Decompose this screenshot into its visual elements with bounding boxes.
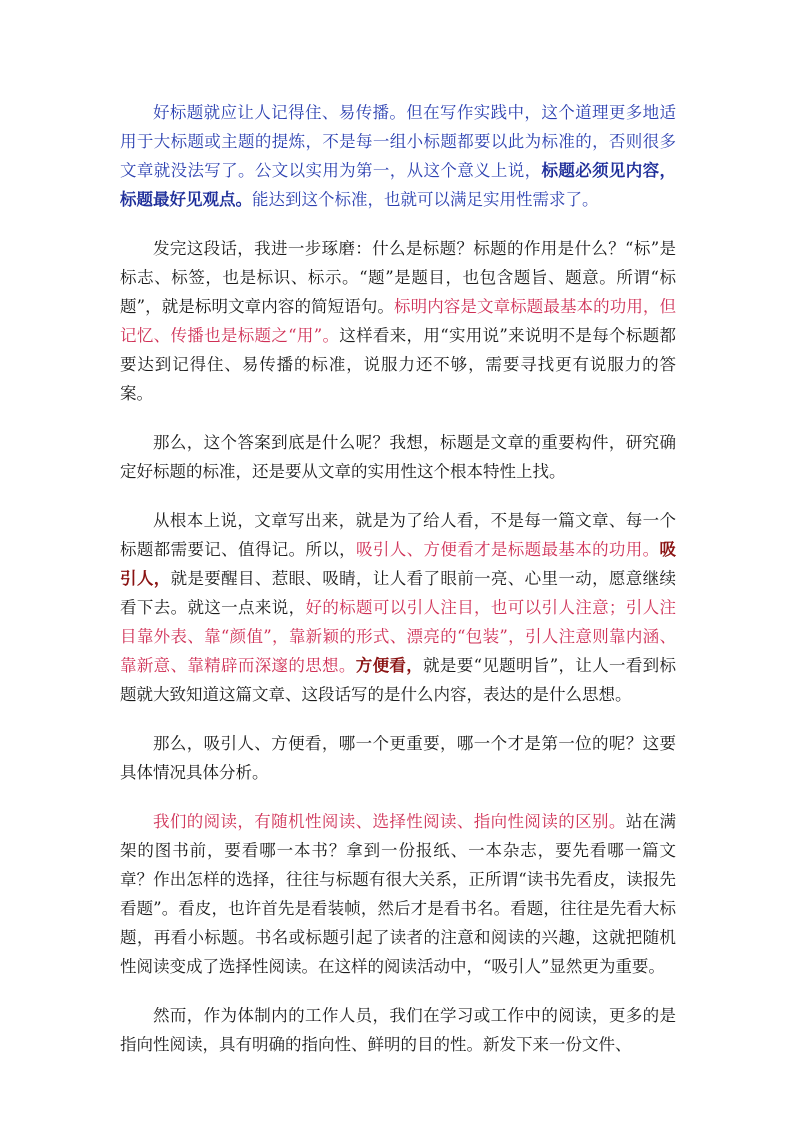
paragraph-2 xyxy=(120,234,676,408)
highlight-text: 吸引人、方便看才是标题最基本的功用。 xyxy=(356,540,660,559)
text-segment: 发完这段话，我进一步琢磨：什么是标题？标题的作用是什么？“标”是标志、标签，也是标识、标示。“题”是题目，也包含题旨、题意。所谓“标题”，就是标明文章内容的简短语句。 xyxy=(120,239,676,316)
text-segment: 从根本上说，文章写出来，就是为了给人看，不是每一篇文章、每一个标题都需要记、值得记。所以， xyxy=(120,511,676,559)
paragraph-7 xyxy=(120,1001,676,1059)
text-segment: 那么，这个答案到底是什么呢？我想，标题是文章的重要构件，研究确定好标题的标准，还是要从文章的实用性这个根本特性上找。 xyxy=(120,433,676,481)
text-segment: 站在满架的图书前，要看哪一本书？拿到一份报纸、一本杂志，要先看哪一篇文章？作出怎样的选择，往往与标题有很大关系，正所谓“读书先看皮，读报先看题”。看皮，也许首先是看装帧，然后才是看书名。看题，往往是先看大标题，再看小标题。书名或标题引起了读者的注意和阅读的兴趣，这就把随机性阅读变成了选择性阅读。在这样的阅读活动中，“吸引人”显然更为重要。 xyxy=(120,812,677,976)
highlight-text: 我们的阅读，有随机性阅读、选择性阅读、指向性阅读的区别。 xyxy=(153,812,626,831)
text-segment: 能达到这个标准，也就可以满足实用性需求了。 xyxy=(252,190,599,209)
text-segment: 然而，作为体制内的工作人员，我们在学习或工作中的阅读，更多的是指向性阅读，具有明确的指向性、鲜明的目的性。新发下来一份文件、 xyxy=(120,1006,676,1054)
text-segment: 这样看来，用“实用说”来说明不是每个标题都要达到记得住、易传播的标准，说服力还不够，需要寻找更有说服力的答案。 xyxy=(120,326,676,403)
text-segment: 那么，吸引人、方便看，哪一个更重要，哪一个才是第一位的呢？这要具体情况具体分析。 xyxy=(120,734,676,782)
paragraph-3 xyxy=(120,428,676,486)
document-page xyxy=(120,98,676,1079)
emphasis-text: 标题必须见内容，标题最好见观点。 xyxy=(120,161,676,209)
paragraph-5 xyxy=(120,729,676,787)
paragraph-4 xyxy=(120,506,676,709)
text-segment: 就是要醒目、惹眼、吸睛，让人看了眼前一亮、心里一动，愿意继续看下去。就这一点来说， xyxy=(120,569,676,617)
paragraph-6 xyxy=(120,807,676,981)
highlight-text: 标明内容是文章标题最基本的功用，但记忆、传播也是标题之“用”。 xyxy=(120,297,677,345)
text-segment: 就是要“见题明旨”，让人一看到标题就大致知道这篇文章、这段话写的是什么内容，表达的是什么思想。 xyxy=(120,656,677,704)
paragraph-1 xyxy=(120,98,676,214)
emphasis-text: 吸引人， xyxy=(120,540,676,588)
emphasis-text: 方便看， xyxy=(355,656,424,675)
text-segment: 好标题就应让人记得住、易传播。但在写作实践中，这个道理更多地适用于大标题或主题的提炼，不是每一组小标题都要以此为标准的，否则很多文章就没法写了。公文以实用为第一，从这个意义上说， xyxy=(120,103,676,180)
highlight-text: 好的标题可以引人注目，也可以引人注意；引人注目靠外表、靠“颜值”，靠新颖的形式、漂亮的“包装”，引人注意则靠内涵、靠新意、靠精辟而深邃的思想。 xyxy=(120,598,676,675)
